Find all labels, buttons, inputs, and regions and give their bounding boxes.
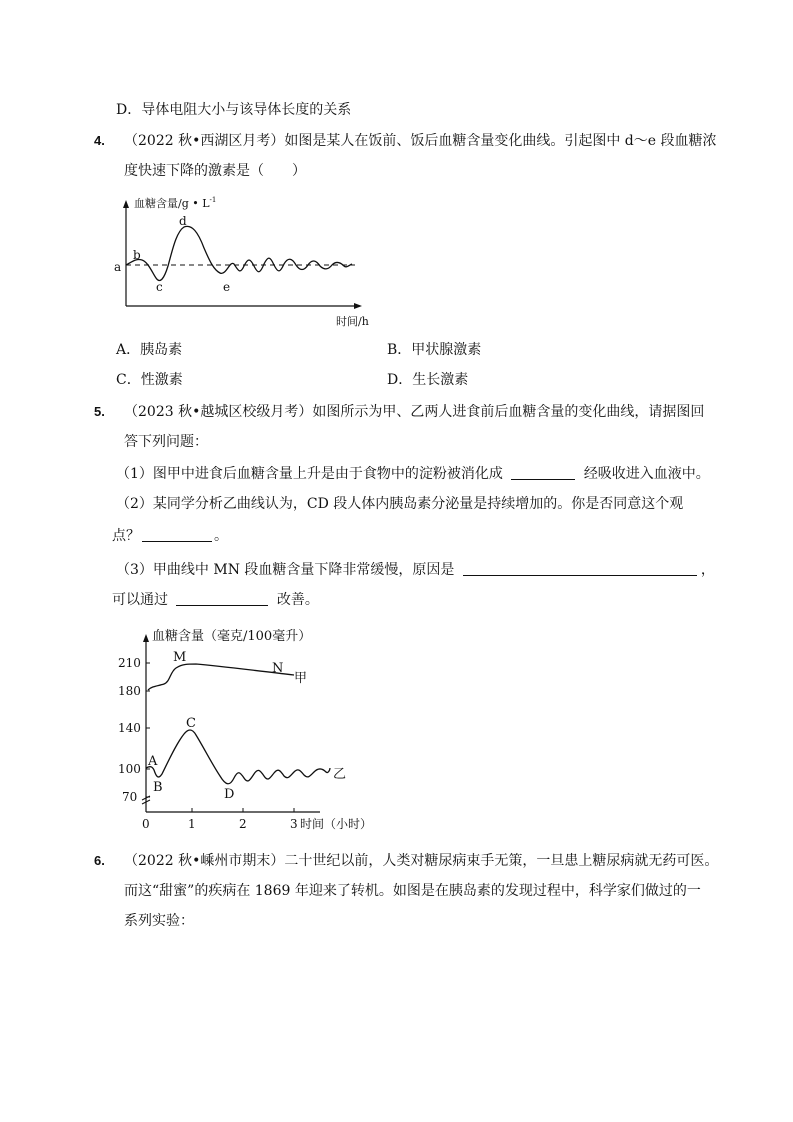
q6-stem-line3: 系列实验： (124, 913, 194, 929)
q5-ytick-210: 210 (118, 656, 141, 670)
q4-point-a: a (114, 260, 122, 274)
q6-number: 6. (94, 853, 105, 868)
q5-series-jia-label: 甲 (294, 671, 308, 686)
q5-point-C: C (186, 716, 196, 731)
q5-part3-line1 (116, 560, 715, 580)
q3-option-d: D．导体电阻大小与该导体长度的关系 (116, 102, 352, 118)
q5-part1-pre: （1）图甲中进食后血糖含量上升是由于食物中的淀粉被消化成 (116, 466, 503, 482)
q5-ytick-140: 140 (118, 721, 141, 735)
q5-xtick-1: 1 (188, 817, 196, 831)
q4-x-arrow (354, 303, 362, 309)
q5-point-M: M (173, 650, 187, 665)
q5-xtick-0: 0 (142, 817, 150, 831)
q5-chart-title: 血糖含量（毫克/100毫升） (152, 629, 312, 644)
q5-part3b-post: 改善。 (276, 592, 319, 608)
q4-point-b: b (133, 248, 141, 262)
q5-part3b-pre: 可以通过 (112, 592, 168, 608)
q4-option-c[interactable]: C．性激素 (116, 372, 183, 388)
q5-part3-blank1[interactable] (463, 561, 697, 576)
q4-stem-line2: 度快速下降的激素是（ ） (124, 163, 306, 179)
q5-point-N: N (272, 661, 284, 676)
q5-point-B: B (153, 780, 163, 795)
q4-option-b[interactable]: B．甲状腺激素 (387, 342, 482, 358)
q4-y-label: 血糖含量/g • $L^{-1}$ (134, 196, 217, 210)
q4-y-arrow (123, 200, 129, 208)
q4-curve (126, 226, 352, 280)
q5-series-yi-line (146, 730, 330, 784)
q5-y-arrow (143, 634, 149, 642)
q4-number: 4. (94, 133, 105, 148)
q5-part3-pre: （3）甲曲线中 MN 段血糖含量下降非常缓慢，原因是 (116, 562, 455, 578)
q5-part1-blank[interactable] (511, 465, 575, 480)
q5-part1-post: 经吸收进入血液中。 (583, 466, 710, 482)
q5-part2-line2 (112, 526, 228, 546)
q5-xtick-2: 2 (239, 817, 247, 831)
q4-point-e: e (223, 280, 231, 294)
q5-y-ticks (146, 663, 150, 797)
q5-x-ticks (192, 808, 294, 812)
q4-option-d[interactable]: D．生长激素 (387, 372, 469, 388)
q5-part1 (116, 464, 710, 484)
q5-series-yi-label: 乙 (333, 767, 347, 782)
q4-stem-line1: （2022 秋•西湖区月考）如图是某人在饭前、饭后血糖含量变化曲线。引起图中 d～e 段血糖浓 (124, 133, 717, 149)
q5-number: 5. (94, 404, 105, 419)
q5-series-jia-line (148, 664, 294, 690)
q4-point-c: c (156, 280, 163, 294)
q5-stem-line1: （2023 秋•越城区校级月考）如图所示为甲、乙两人进食前后血糖含量的变化曲线，请据图回 (124, 404, 705, 420)
q5-point-A: A (148, 754, 158, 769)
q4-option-a[interactable]: A．胰岛素 (116, 342, 183, 358)
q5-part2-line1: （2）某同学分析乙曲线认为，CD 段人体内胰岛素分泌量是持续增加的。你是否同意这个观 (116, 496, 684, 512)
q5-ytick-100: 100 (118, 762, 141, 776)
q5-part2-post: 。 (214, 528, 228, 544)
q5-axis-break (142, 796, 150, 804)
q4-point-d: d (179, 214, 187, 228)
q5-part3-post: ， (700, 562, 715, 578)
q5-xtick-3: 3 (290, 817, 298, 831)
q5-ytick-70: 70 (122, 790, 138, 804)
q5-part3-line2 (112, 590, 319, 610)
q5-part3-blank2[interactable] (176, 591, 268, 606)
q6-stem-line2: 而这“甜蜜”的疾病在 1869 年迎来了转机。如图是在胰岛素的发现过程中，科学家们做过的一 (124, 883, 701, 899)
q6-stem-line1: （2022 秋•嵊州市期末）二十世纪以前，人类对糖尿病束手无策，一旦患上糖尿病就无药可医。 (124, 853, 719, 869)
q4-x-label: 时间/h (336, 315, 369, 328)
q5-x-label: 时间（小时） (300, 817, 373, 831)
q5-part2-blank[interactable] (142, 527, 212, 542)
q5-stem-line2: 答下列问题： (124, 434, 208, 450)
q5-part2-pre: 点？ (112, 528, 140, 544)
q5-ytick-180: 180 (118, 684, 141, 698)
q5-point-D: D (224, 787, 235, 802)
